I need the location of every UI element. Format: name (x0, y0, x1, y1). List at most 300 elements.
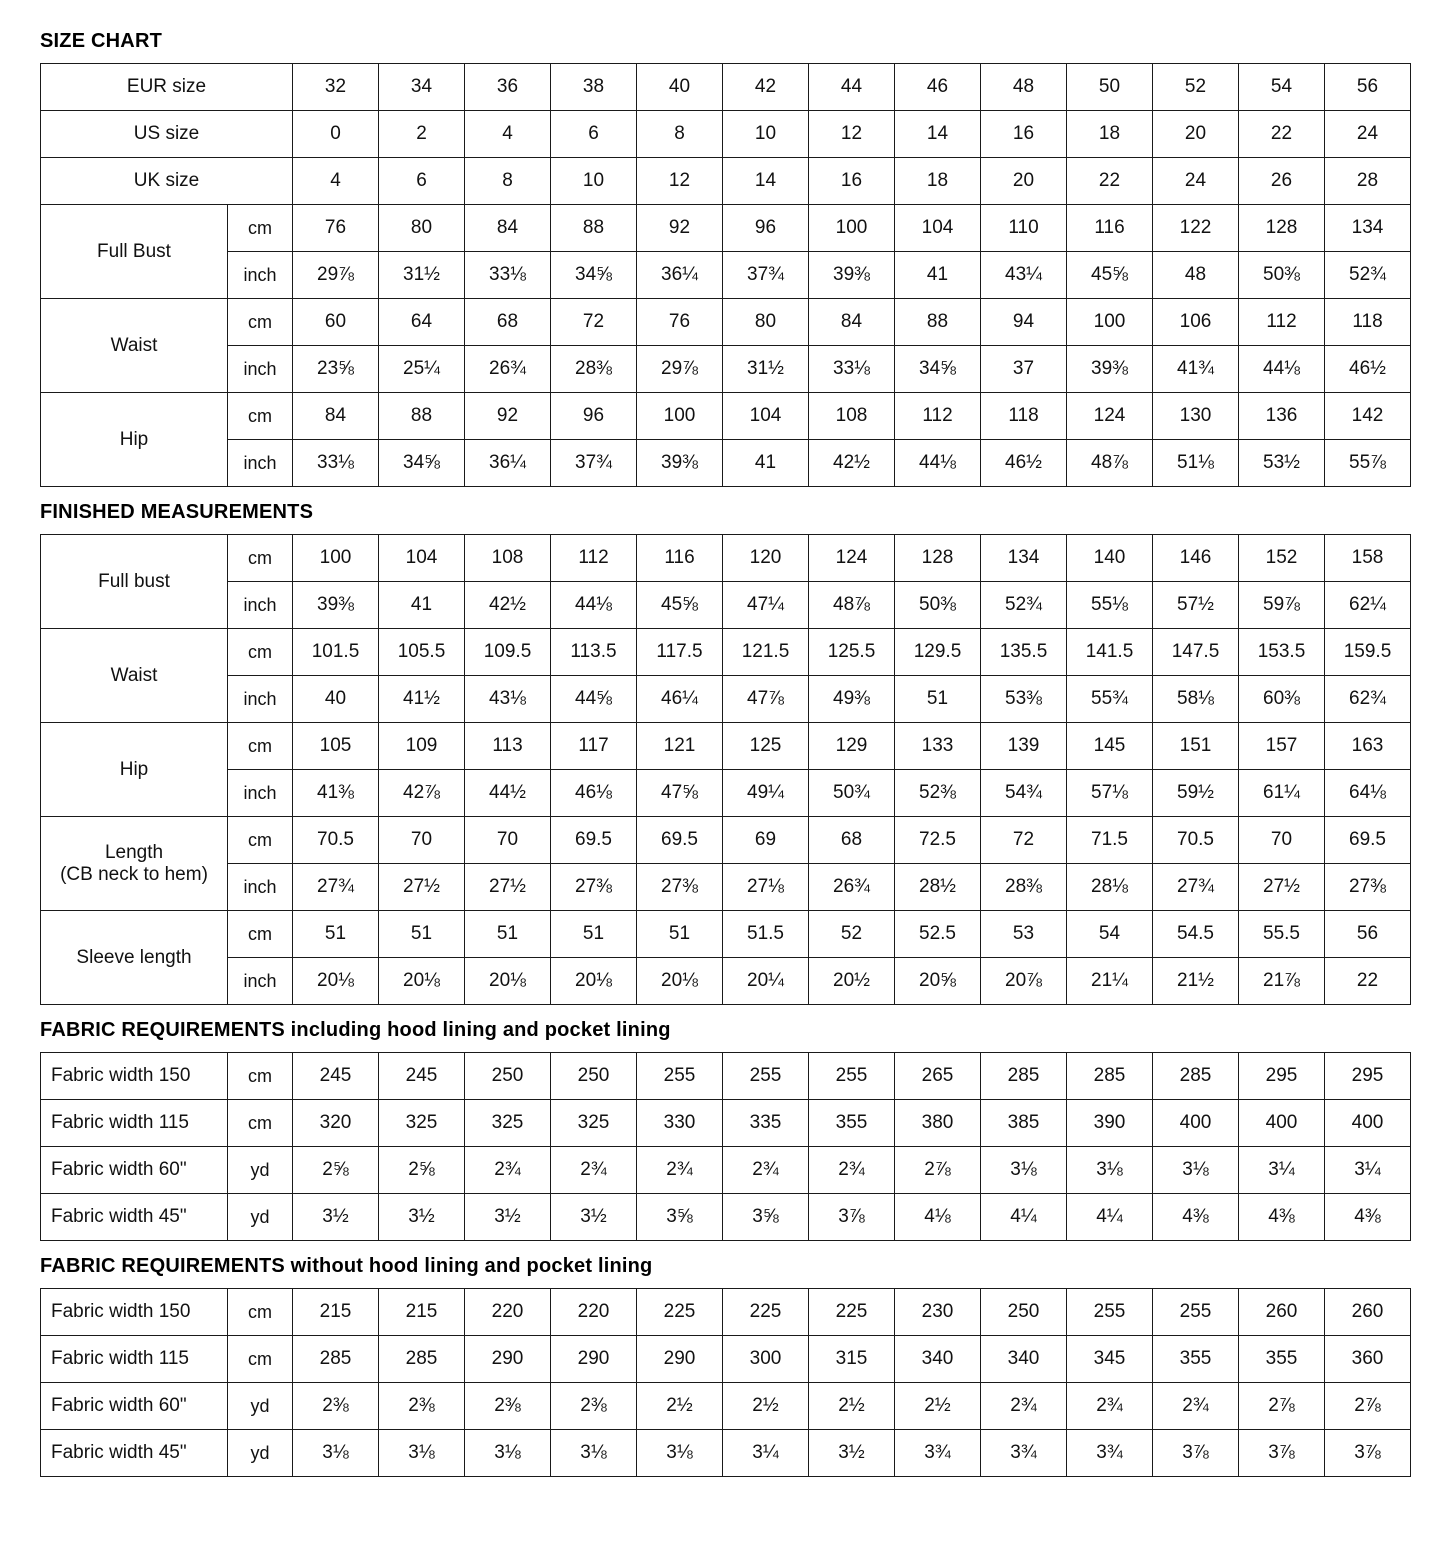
cell: 20¼ (723, 958, 809, 1005)
fabric-without-lining-table (40, 1288, 1411, 1477)
cell: 54¾ (981, 770, 1067, 817)
cell: 118 (981, 393, 1067, 440)
cell: 39⅜ (809, 252, 895, 299)
cell: 159.5 (1325, 629, 1411, 676)
cell: 295 (1239, 1053, 1325, 1100)
cell: 20⅛ (465, 958, 551, 1005)
cell: 255 (723, 1053, 809, 1100)
cell: 3¼ (1239, 1147, 1325, 1194)
cell: 3⅛ (1153, 1147, 1239, 1194)
table-row (41, 864, 1411, 911)
cell: 2½ (637, 1383, 723, 1430)
cell: 51⅛ (1153, 440, 1239, 487)
cell: 47⅞ (723, 676, 809, 723)
cell: 41½ (379, 676, 465, 723)
cell: 41 (379, 582, 465, 629)
cell: 94 (981, 299, 1067, 346)
cell: 2¾ (981, 1383, 1067, 1430)
cell: 4¼ (981, 1194, 1067, 1241)
cell: 3⅞ (1153, 1430, 1239, 1477)
cell: 56 (1325, 911, 1411, 958)
unit-label: cm (228, 911, 293, 958)
cell: 116 (1067, 205, 1153, 252)
cell: 27½ (1239, 864, 1325, 911)
cell: 2⅜ (293, 1383, 379, 1430)
cell: 290 (551, 1336, 637, 1383)
cell: 51 (465, 911, 551, 958)
cell: 340 (981, 1336, 1067, 1383)
cell: 330 (637, 1100, 723, 1147)
unit-label: inch (228, 958, 293, 1005)
cell: 28 (1325, 158, 1411, 205)
cell: 20 (981, 158, 1067, 205)
cell: 55¾ (1067, 676, 1153, 723)
row-label: UK size (41, 158, 293, 205)
cell: 105 (293, 723, 379, 770)
cell: 215 (379, 1289, 465, 1336)
table-row (41, 723, 1411, 770)
cell: 2¾ (551, 1147, 637, 1194)
cell: 120 (723, 535, 809, 582)
cell: 0 (293, 111, 379, 158)
cell: 34 (379, 64, 465, 111)
cell: 69 (723, 817, 809, 864)
cell: 265 (895, 1053, 981, 1100)
cell: 325 (465, 1100, 551, 1147)
cell: 157 (1239, 723, 1325, 770)
cell: 92 (465, 393, 551, 440)
cell: 43⅛ (465, 676, 551, 723)
cell: 2¾ (1067, 1383, 1153, 1430)
cell: 36¼ (637, 252, 723, 299)
cell: 72 (981, 817, 1067, 864)
cell: 22 (1239, 111, 1325, 158)
cell: 46½ (981, 440, 1067, 487)
cell: 2¾ (465, 1147, 551, 1194)
cell: 52⅜ (895, 770, 981, 817)
row-label: Fabric width 60" (41, 1383, 228, 1430)
cell: 335 (723, 1100, 809, 1147)
cell: 345 (1067, 1336, 1153, 1383)
cell: 8 (465, 158, 551, 205)
cell: 2 (379, 111, 465, 158)
table-row (41, 205, 1411, 252)
unit-label: cm (228, 723, 293, 770)
cell: 10 (551, 158, 637, 205)
cell: 27¾ (1153, 864, 1239, 911)
cell: 147.5 (1153, 629, 1239, 676)
table-row (41, 1430, 1411, 1477)
cell: 2½ (723, 1383, 809, 1430)
cell: 2⅝ (379, 1147, 465, 1194)
unit-label: cm (228, 1336, 293, 1383)
row-label: Sleeve length (41, 911, 228, 1005)
cell: 136 (1239, 393, 1325, 440)
cell: 3⅛ (293, 1430, 379, 1477)
unit-label: inch (228, 864, 293, 911)
cell: 100 (1067, 299, 1153, 346)
cell: 4⅜ (1325, 1194, 1411, 1241)
cell: 69.5 (551, 817, 637, 864)
cell: 113.5 (551, 629, 637, 676)
cell: 151 (1153, 723, 1239, 770)
cell: 3½ (293, 1194, 379, 1241)
cell: 18 (1067, 111, 1153, 158)
unit-label: cm (228, 1289, 293, 1336)
cell: 28⅜ (981, 864, 1067, 911)
cell: 51 (895, 676, 981, 723)
cell: 3¾ (981, 1430, 1067, 1477)
cell: 39⅜ (1067, 346, 1153, 393)
row-label: Fabric width 150 (41, 1289, 228, 1336)
cell: 4¼ (1067, 1194, 1153, 1241)
cell: 2¾ (723, 1147, 809, 1194)
unit-label: cm (228, 629, 293, 676)
length-label-line1: Length (104, 841, 164, 863)
cell: 31½ (723, 346, 809, 393)
cell: 108 (809, 393, 895, 440)
cell: 34⅝ (895, 346, 981, 393)
cell: 142 (1325, 393, 1411, 440)
cell: 33⅛ (809, 346, 895, 393)
cell: 122 (1153, 205, 1239, 252)
cell: 49¼ (723, 770, 809, 817)
cell: 110 (981, 205, 1067, 252)
row-label: Hip (41, 723, 228, 817)
unit-label: inch (228, 252, 293, 299)
cell: 27½ (465, 864, 551, 911)
cell: 146 (1153, 535, 1239, 582)
unit-label: cm (228, 205, 293, 252)
cell: 26¾ (465, 346, 551, 393)
cell: 220 (551, 1289, 637, 1336)
table-row (41, 535, 1411, 582)
fabric-with-lining-table (40, 1052, 1411, 1241)
cell: 3⅛ (981, 1147, 1067, 1194)
cell: 4⅜ (1239, 1194, 1325, 1241)
cell: 56 (1325, 64, 1411, 111)
cell: 61¼ (1239, 770, 1325, 817)
cell: 100 (293, 535, 379, 582)
cell: 101.5 (293, 629, 379, 676)
cell: 250 (981, 1289, 1067, 1336)
cell: 27¾ (293, 864, 379, 911)
table-row (41, 629, 1411, 676)
cell: 285 (293, 1336, 379, 1383)
cell: 44⅛ (895, 440, 981, 487)
cell: 121.5 (723, 629, 809, 676)
cell: 52¾ (981, 582, 1067, 629)
table-row (41, 299, 1411, 346)
row-label: Waist (41, 629, 228, 723)
cell: 128 (1239, 205, 1325, 252)
unit-label: cm (228, 393, 293, 440)
cell: 3⅝ (723, 1194, 809, 1241)
cell: 340 (895, 1336, 981, 1383)
cell: 22 (1067, 158, 1153, 205)
cell: 325 (551, 1100, 637, 1147)
cell: 70.5 (293, 817, 379, 864)
cell: 46 (895, 64, 981, 111)
cell: 8 (637, 111, 723, 158)
table-row (41, 252, 1411, 299)
cell: 28⅜ (551, 346, 637, 393)
cell: 69.5 (1325, 817, 1411, 864)
cell: 130 (1153, 393, 1239, 440)
unit-label: inch (228, 346, 293, 393)
cell: 290 (465, 1336, 551, 1383)
cell: 51 (551, 911, 637, 958)
cell: 3¼ (1325, 1147, 1411, 1194)
cell: 55⅞ (1325, 440, 1411, 487)
cell: 53½ (1239, 440, 1325, 487)
cell: 152 (1239, 535, 1325, 582)
cell: 2⅞ (1325, 1383, 1411, 1430)
cell: 20⅛ (293, 958, 379, 1005)
table-row (41, 1194, 1411, 1241)
cell: 45⅝ (637, 582, 723, 629)
cell: 2⅜ (465, 1383, 551, 1430)
cell: 46⅛ (551, 770, 637, 817)
cell: 2½ (895, 1383, 981, 1430)
cell: 3⅛ (465, 1430, 551, 1477)
table-row (41, 346, 1411, 393)
cell: 355 (1239, 1336, 1325, 1383)
row-label: Hip (41, 393, 228, 487)
cell: 6 (551, 111, 637, 158)
cell: 88 (551, 205, 637, 252)
cell: 44½ (465, 770, 551, 817)
cell: 20 (1153, 111, 1239, 158)
cell: 43¼ (981, 252, 1067, 299)
cell: 245 (293, 1053, 379, 1100)
cell: 50⅜ (1239, 252, 1325, 299)
cell: 134 (981, 535, 1067, 582)
unit-label: yd (228, 1430, 293, 1477)
cell: 400 (1239, 1100, 1325, 1147)
cell: 145 (1067, 723, 1153, 770)
cell: 52 (1153, 64, 1239, 111)
cell: 2¾ (637, 1147, 723, 1194)
fabric-without-lining-title: FABRIC REQUIREMENTS without hood lining and pocket lining (40, 1255, 653, 1277)
cell: 290 (637, 1336, 723, 1383)
cell: 10 (723, 111, 809, 158)
row-label: Fabric width 115 (41, 1100, 228, 1147)
cell: 42½ (465, 582, 551, 629)
cell: 50⅜ (895, 582, 981, 629)
cell: 57⅛ (1067, 770, 1153, 817)
cell: 45⅝ (1067, 252, 1153, 299)
cell: 42½ (809, 440, 895, 487)
cell: 39⅜ (293, 582, 379, 629)
table-row (41, 1336, 1411, 1383)
table-row (41, 770, 1411, 817)
cell: 48 (981, 64, 1067, 111)
cell: 24 (1325, 111, 1411, 158)
cell: 44⅛ (551, 582, 637, 629)
cell: 163 (1325, 723, 1411, 770)
cell: 27⅜ (1325, 864, 1411, 911)
cell: 27⅜ (551, 864, 637, 911)
length-label-line2: (CB neck to hem) (60, 863, 208, 885)
cell: 88 (895, 299, 981, 346)
cell: 250 (551, 1053, 637, 1100)
cell: 36 (465, 64, 551, 111)
cell: 50 (1067, 64, 1153, 111)
cell: 23⅝ (293, 346, 379, 393)
finished-measurements-table (40, 534, 1411, 1005)
cell: 3⅞ (809, 1194, 895, 1241)
cell: 360 (1325, 1336, 1411, 1383)
cell: 260 (1325, 1289, 1411, 1336)
cell: 20⅝ (895, 958, 981, 1005)
cell: 20½ (809, 958, 895, 1005)
cell: 27⅛ (723, 864, 809, 911)
cell: 3⅞ (1239, 1430, 1325, 1477)
cell: 105.5 (379, 629, 465, 676)
cell: 355 (1153, 1336, 1239, 1383)
cell: 52¾ (1325, 252, 1411, 299)
row-label: Full Bust (41, 205, 228, 299)
row-label: Fabric width 45" (41, 1194, 228, 1241)
cell: 255 (1153, 1289, 1239, 1336)
cell: 76 (637, 299, 723, 346)
cell: 4 (293, 158, 379, 205)
cell: 80 (723, 299, 809, 346)
cell: 70.5 (1153, 817, 1239, 864)
unit-label: cm (228, 1053, 293, 1100)
cell: 118 (1325, 299, 1411, 346)
cell: 315 (809, 1336, 895, 1383)
cell: 53 (981, 911, 1067, 958)
table-row (41, 958, 1411, 1005)
cell: 3¾ (895, 1430, 981, 1477)
row-label-length (41, 817, 228, 911)
cell: 14 (723, 158, 809, 205)
cell: 28½ (895, 864, 981, 911)
cell: 51 (379, 911, 465, 958)
cell: 47⅝ (637, 770, 723, 817)
cell: 72 (551, 299, 637, 346)
cell: 22 (1325, 958, 1411, 1005)
cell: 68 (465, 299, 551, 346)
cell: 2¾ (809, 1147, 895, 1194)
cell: 3⅛ (379, 1430, 465, 1477)
cell: 16 (981, 111, 1067, 158)
cell: 100 (809, 205, 895, 252)
cell: 26 (1239, 158, 1325, 205)
cell: 29⅞ (293, 252, 379, 299)
cell: 41 (723, 440, 809, 487)
cell: 44 (809, 64, 895, 111)
table-row (41, 111, 1411, 158)
unit-label: inch (228, 770, 293, 817)
finished-measurements-title: FINISHED MEASUREMENTS (40, 501, 314, 523)
cell: 125.5 (809, 629, 895, 676)
cell: 400 (1153, 1100, 1239, 1147)
table-row (41, 158, 1411, 205)
cell: 285 (1153, 1053, 1239, 1100)
cell: 2½ (809, 1383, 895, 1430)
cell: 125 (723, 723, 809, 770)
cell: 104 (895, 205, 981, 252)
cell: 2⅜ (551, 1383, 637, 1430)
unit-label: cm (228, 1100, 293, 1147)
cell: 48⅞ (1067, 440, 1153, 487)
cell: 295 (1325, 1053, 1411, 1100)
cell: 141.5 (1067, 629, 1153, 676)
cell: 34⅝ (379, 440, 465, 487)
cell: 300 (723, 1336, 809, 1383)
cell: 250 (465, 1053, 551, 1100)
cell: 16 (809, 158, 895, 205)
cell: 6 (379, 158, 465, 205)
unit-label: cm (228, 299, 293, 346)
cell: 40 (637, 64, 723, 111)
row-label: EUR size (41, 64, 293, 111)
cell: 12 (809, 111, 895, 158)
cell: 33⅛ (293, 440, 379, 487)
cell: 21½ (1153, 958, 1239, 1005)
cell: 70 (379, 817, 465, 864)
cell: 255 (637, 1053, 723, 1100)
cell: 109.5 (465, 629, 551, 676)
cell: 4 (465, 111, 551, 158)
cell: 117.5 (637, 629, 723, 676)
cell: 46¼ (637, 676, 723, 723)
cell: 64⅛ (1325, 770, 1411, 817)
cell: 355 (809, 1100, 895, 1147)
cell: 113 (465, 723, 551, 770)
row-label: Full bust (41, 535, 228, 629)
cell: 26¾ (809, 864, 895, 911)
cell: 285 (1067, 1053, 1153, 1100)
cell: 3⅛ (637, 1430, 723, 1477)
cell: 285 (981, 1053, 1067, 1100)
cell: 320 (293, 1100, 379, 1147)
cell: 225 (723, 1289, 809, 1336)
cell: 20⅞ (981, 958, 1067, 1005)
cell: 20⅛ (637, 958, 723, 1005)
fabric-with-lining-title: FABRIC REQUIREMENTS including hood lining and pocket lining (40, 1019, 671, 1041)
cell: 68 (809, 817, 895, 864)
cell: 255 (809, 1053, 895, 1100)
cell: 3½ (465, 1194, 551, 1241)
cell: 25¼ (379, 346, 465, 393)
table-row (41, 1100, 1411, 1147)
cell: 325 (379, 1100, 465, 1147)
cell: 27⅜ (637, 864, 723, 911)
table-row (41, 1053, 1411, 1100)
cell: 29⅞ (637, 346, 723, 393)
table-row (41, 1383, 1411, 1430)
cell: 260 (1239, 1289, 1325, 1336)
cell: 80 (379, 205, 465, 252)
cell: 153.5 (1239, 629, 1325, 676)
cell: 47¼ (723, 582, 809, 629)
cell: 133 (895, 723, 981, 770)
cell: 64 (379, 299, 465, 346)
cell: 12 (637, 158, 723, 205)
cell: 41⅜ (293, 770, 379, 817)
cell: 225 (637, 1289, 723, 1336)
cell: 128 (895, 535, 981, 582)
cell: 380 (895, 1100, 981, 1147)
cell: 84 (809, 299, 895, 346)
cell: 41 (895, 252, 981, 299)
cell: 285 (379, 1336, 465, 1383)
cell: 31½ (379, 252, 465, 299)
